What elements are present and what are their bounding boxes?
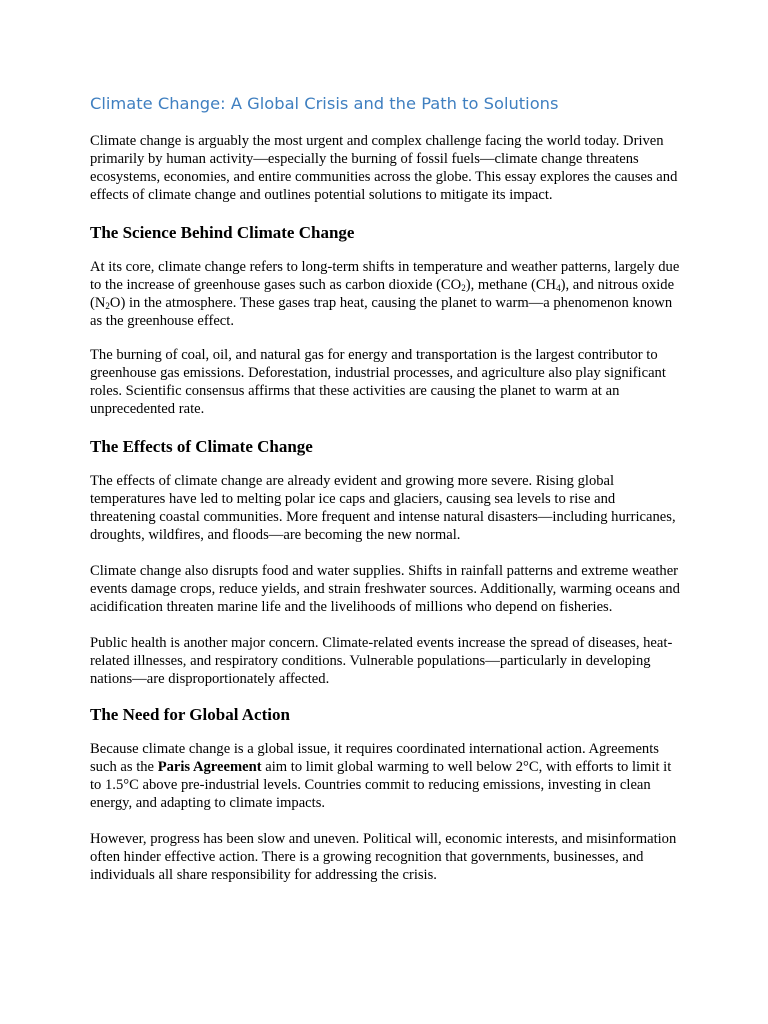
document-page xyxy=(90,92,680,902)
paragraph: The burning of coal, oil, and natural gas for energy and transportation is the largest contributor to greenhouse gas emissions. Deforestation, industrial processes, and agriculture also play significant roles. Scientific consensus affirms that these activities are causing the planet to warm at an unprecedented rate. xyxy=(90,347,666,417)
section-science xyxy=(90,222,680,418)
subscript: 2 xyxy=(105,301,110,311)
section-heading: The Effects of Climate Change xyxy=(90,437,313,456)
paragraph: Public health is another major concern. Climate-related events increase the spread of diseases, heat-related illnesses, and respiratory conditions. Vulnerable populations—particularly in developing nations—are disproportionately affected. xyxy=(90,635,673,687)
section-effects xyxy=(90,436,680,688)
subscript: 4 xyxy=(556,283,561,293)
text-run: Because climate change is a global issue, it requires coordinated international action. Agreements such as the xyxy=(90,741,659,775)
text-run: ), methane (CH xyxy=(465,277,557,293)
bold-term: Paris Agreement xyxy=(157,759,262,775)
text-run: At its core, climate change refers to long-term shifts in temperature and weather patterns, largely due to the increase of greenhouse gases such as carbon dioxide (CO xyxy=(90,259,680,293)
paragraph xyxy=(90,740,680,812)
text-run: O) in the atmosphere. These gases trap heat, causing the planet to warm—a phenomenon known as the greenhouse effect. xyxy=(90,295,673,329)
section-heading: The Need for Global Action xyxy=(90,705,290,724)
document-title: Climate Change: A Global Crisis and the Path to Solutions xyxy=(90,94,559,113)
subscript: 2 xyxy=(461,283,466,293)
intro-paragraph: Climate change is arguably the most urgent and complex challenge facing the world today. Driven primarily by human activity—especially the burning of fossil fuels—climate change threatens ecosystems, economies, and entire communities across the globe. This essay explores the causes and effects of climate change and outlines potential solutions to mitigate its impact. xyxy=(90,133,678,203)
section-global-action xyxy=(90,704,680,884)
paragraph xyxy=(90,258,680,330)
text-run: aim to limit global warming to well below 2°C, with efforts to limit it to 1.5°C above pre-industrial levels. Countries commit to reducing emissions, investing in clean energy, and adapting to climate impacts. xyxy=(90,759,672,811)
section-heading: The Science Behind Climate Change xyxy=(90,223,355,242)
paragraph: The effects of climate change are already evident and growing more severe. Rising global temperatures have led to melting polar ice caps and glaciers, causing sea levels to rise and threatening coastal communities. More frequent and intense natural disasters—including hurricanes, droughts, wildfires, and floods—are becoming the new normal. xyxy=(90,473,676,543)
paragraph: However, progress has been slow and uneven. Political will, economic interests, and misinformation often hinder effective action. There is a growing recognition that governments, businesses, and individuals all share responsibility for addressing the crisis. xyxy=(90,831,677,883)
text-run: ), and nitrous oxide (N xyxy=(90,277,675,311)
paragraph: Climate change also disrupts food and water supplies. Shifts in rainfall patterns and extreme weather events damage crops, reduce yields, and strain freshwater sources. Additionally, warming oceans and acidification threaten marine life and the livelihoods of millions who depend on fisheries. xyxy=(90,563,680,615)
